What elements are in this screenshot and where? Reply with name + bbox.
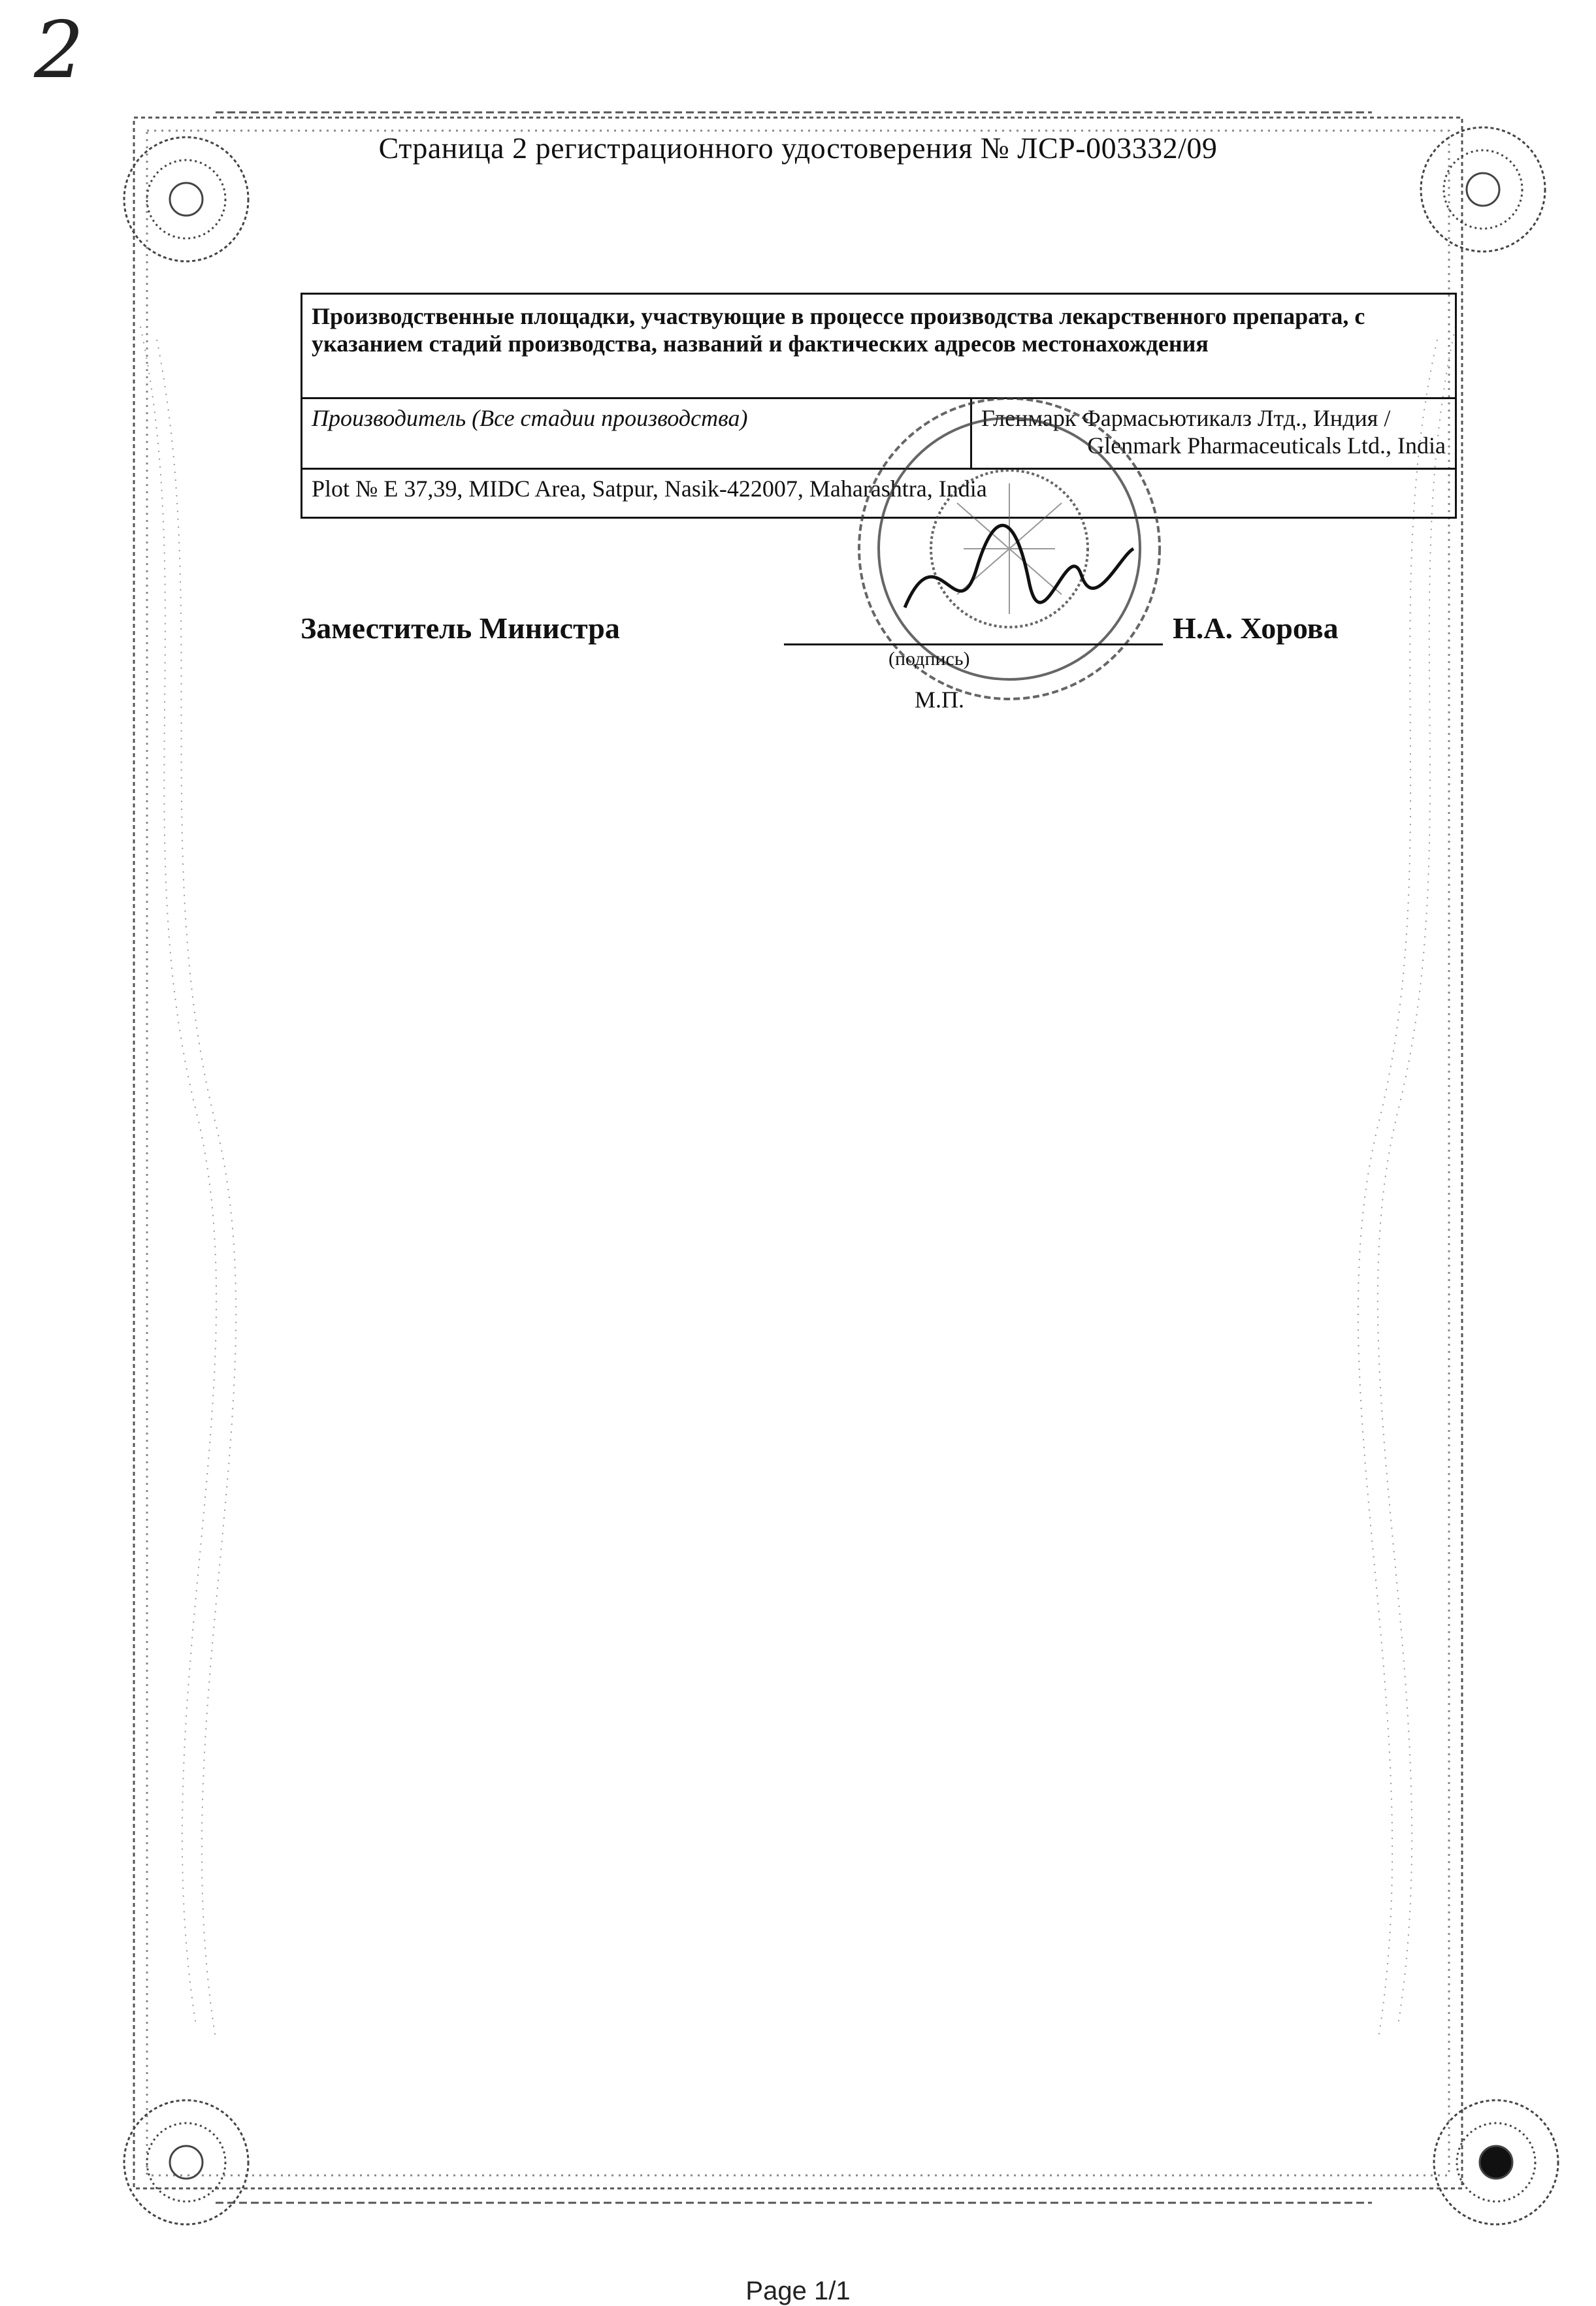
site-address: Plot № E 37,39, MIDC Area, Satpur, Nasik-422007, Maharashtra, India bbox=[312, 476, 987, 502]
signature-line bbox=[784, 643, 1163, 645]
page-footer: Page 1/1 bbox=[745, 2277, 851, 2305]
seal-caption: М.П. bbox=[915, 687, 965, 713]
page-header: Страница 2 регистрационного удостоверения № ЛСР-003332/09 bbox=[378, 131, 1218, 165]
table-heading: Производственные площадки, участвующие в процессе производства лекарственного препарата, с указанием стадий производства, названий и фактических адресов местонахождения bbox=[302, 295, 1455, 399]
signatory-name: Н.А. Хорова bbox=[1173, 611, 1339, 645]
manufacturer-name-ru: Гленмарк Фармасьютикалз Лтд., Индия / bbox=[981, 405, 1391, 431]
manufacturer-name-en: Glenmark Pharmaceuticals Ltd., India bbox=[1087, 432, 1446, 459]
signature-scribble bbox=[905, 525, 1133, 608]
manufacturer-role: Производитель (Все стадии производства) bbox=[302, 399, 972, 468]
signatory-title: Заместитель Министра bbox=[301, 611, 620, 645]
rosette-bottom-left bbox=[124, 2100, 248, 2224]
rosette-bottom-right bbox=[1434, 2100, 1558, 2224]
signature-caption: (подпись) bbox=[888, 648, 970, 670]
handwritten-page-mark: 2 bbox=[34, 5, 84, 96]
